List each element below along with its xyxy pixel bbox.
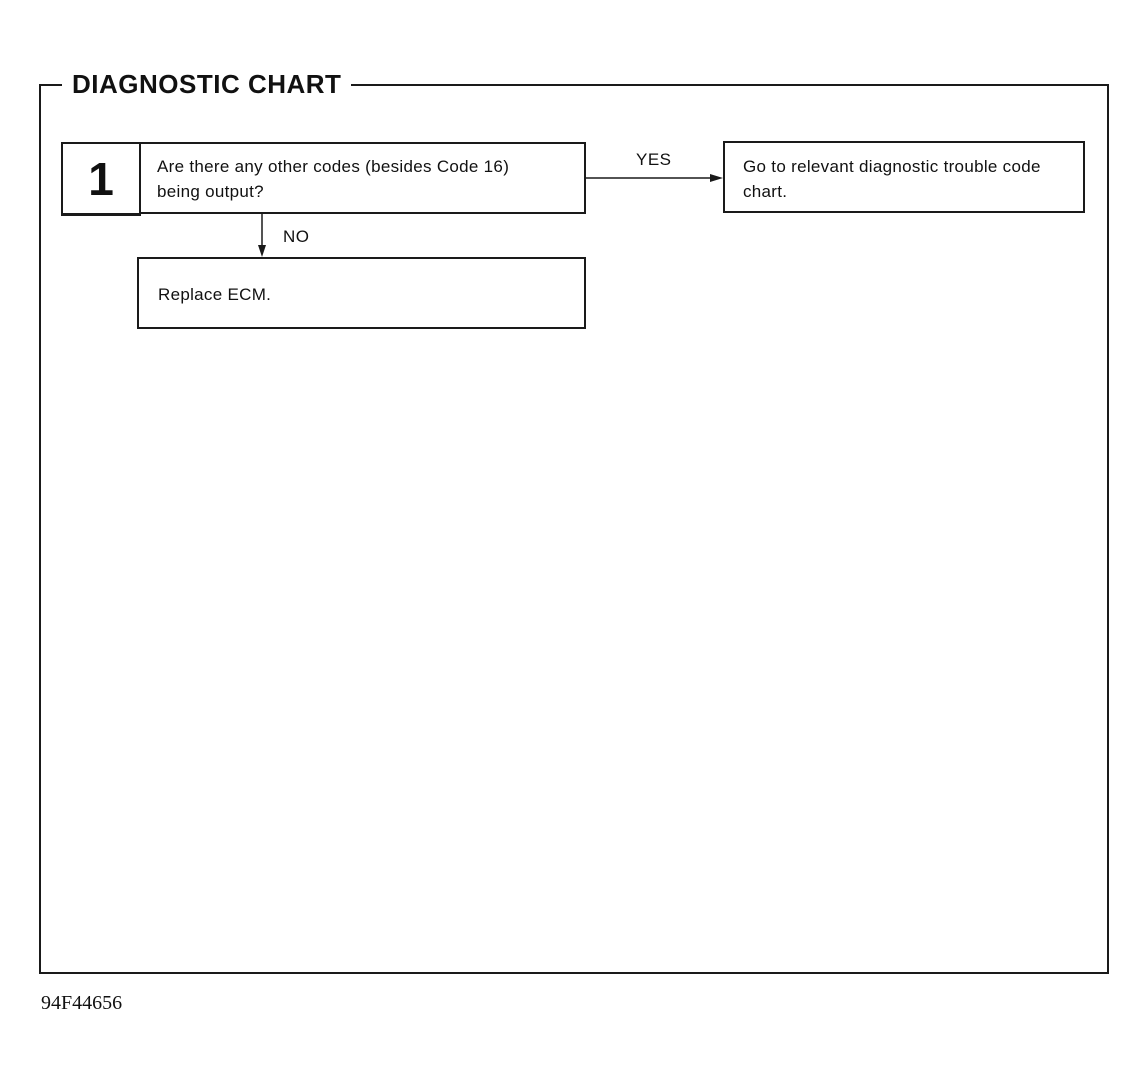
yes-result-line-1: Go to relevant diagnostic trouble code (743, 157, 1041, 176)
no-result-text: Replace ECM. (158, 285, 272, 304)
no-arrowhead (258, 245, 266, 257)
step-1-question-line-1: Are there any other codes (besides Code 16) (157, 157, 510, 176)
step-1-question-line-2: being output? (157, 182, 264, 201)
yes-arrowhead (710, 174, 723, 182)
no-label: NO (283, 227, 310, 246)
yes-result-line-2: chart. (743, 182, 788, 201)
step-number-badge: 1 (61, 142, 141, 216)
chart-title: DIAGNOSTIC CHART (62, 66, 351, 102)
yes-label: YES (636, 150, 672, 169)
figure-reference-code: 94F44656 (41, 992, 123, 1014)
